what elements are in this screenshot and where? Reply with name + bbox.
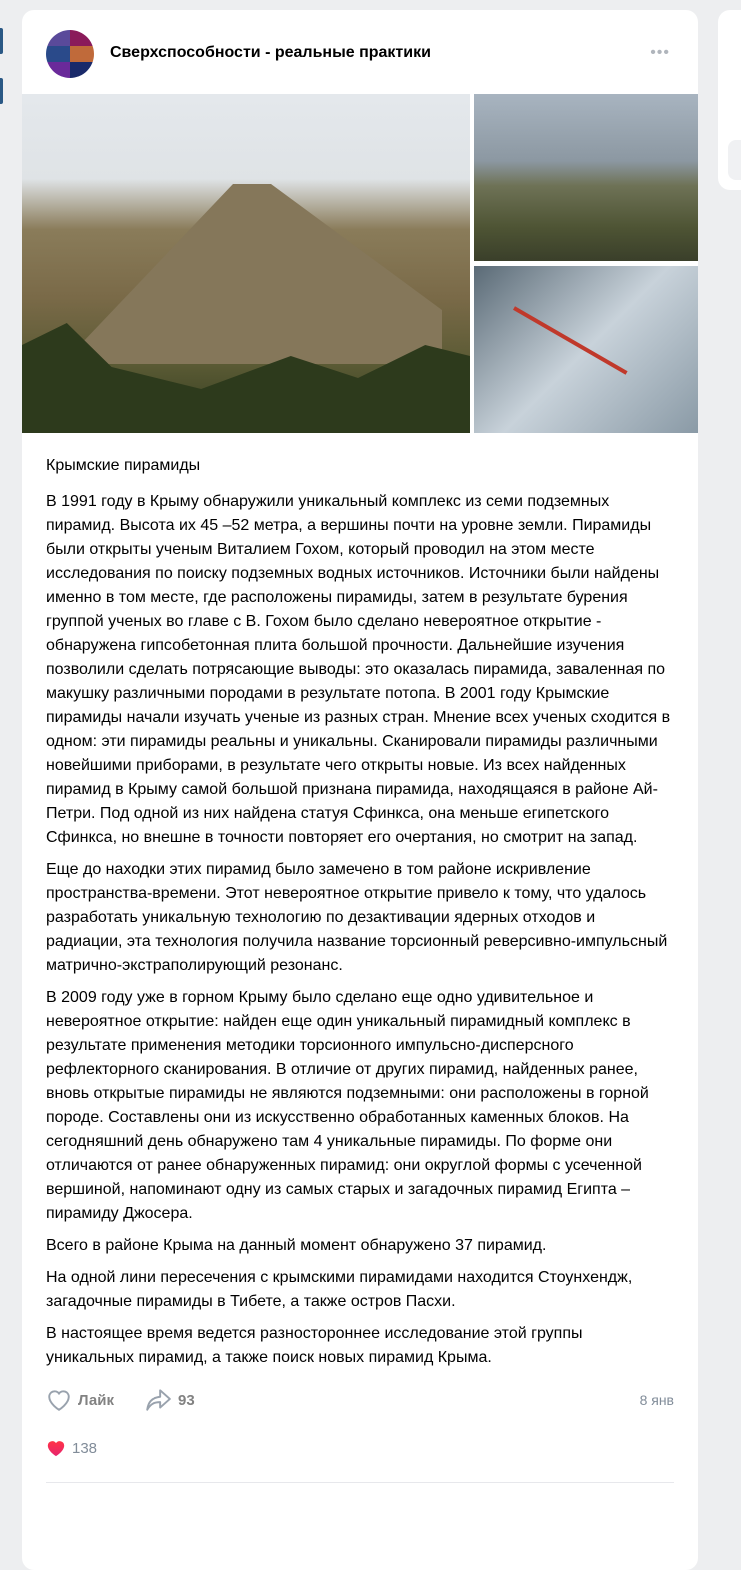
post-header — [22, 10, 698, 94]
paragraph: Всего в районе Крыма на данный момент обнаружено 37 пирамид. — [46, 1237, 547, 1254]
photo-mountain[interactable] — [22, 94, 470, 433]
post-title: Крымские пирамиды — [46, 457, 201, 474]
paragraph: В настоящее время ведется разностороннее исследование этой группы уникальных пирамид, а также поиск новых пирамид Крыма. — [46, 1325, 583, 1366]
post-actions — [22, 1378, 698, 1428]
post-date[interactable]: 8 янв — [639, 1392, 674, 1408]
post-card — [22, 10, 698, 1570]
reaction-count: 138 — [72, 1439, 98, 1457]
divider — [46, 1482, 674, 1483]
paragraph: На одной лини пересечения с крымскими пирамидами находится Стоунхендж, загадочные пирамиды в Тибете, а также остров Пасхи. — [46, 1269, 633, 1310]
like-label: Лайк — [78, 1391, 114, 1409]
share-icon — [144, 1388, 172, 1412]
share-count: 93 — [178, 1391, 195, 1409]
left-nav-edge — [0, 28, 4, 108]
photo-valley[interactable] — [474, 94, 698, 261]
post-text — [22, 434, 698, 1370]
group-avatar[interactable] — [46, 30, 94, 78]
right-sidebar-card — [718, 10, 741, 190]
photo-map[interactable] — [474, 266, 698, 433]
paragraph: Еще до находки этих пирамид было замечено в том районе искривление пространства-времени. Этот невероятное открытие привело к тому, что удалось разработать уникальную технологию по дезактивации ядерных отходов и радиации, эта технология получила название торсионный реверсивно-импульсный матрично-экстраполирующий резонанс. — [46, 861, 668, 974]
heart-reaction-icon — [46, 1439, 66, 1457]
paragraph: В 2009 году уже в горном Крыму было сделано еще одно удивительное и невероятное открытие: найден еще один уникальный пирамидный комплекс в результате применения методики торсионного импульсно-дисперсного рефлекторного сканирования. В отличие от других пирамид, найденных ранее, вновь открытые пирамиды не являются подземными: они расположены в горной породе. Составлены они из искусственно обработанных каменных блоков. На сегодняшний день обнаружено там 4 уникальные пирамиды. По форме они отличаются от ранее обнаруженных пирамид: они округлой формы с усеченной вершиной, напоминают одну из самых старых и загадочных пирамид Египта – пирамиду Джосера. — [46, 989, 649, 1222]
heart-outline-icon — [46, 1388, 72, 1412]
share-button[interactable] — [144, 1388, 195, 1412]
reactions-summary[interactable] — [22, 1428, 698, 1468]
paragraph: В 1991 году в Крыму обнаружили уникальный комплекс из семи подземных пирамид. Высота их 45 –52 метра, а вершины почти на уровне земли. Пирамиды были открыты ученым Виталием Гохом, который проводил на этом месте исследования по поиску подземных водных источников. Источники были найдены именно в том месте, где расположены пирамиды, затем в результате бурения группой ученых во главе с В. Гохом было сделано невероятное открытие - обнаружена гипсобетонная плита большой прочности. Дальнейшие изучения позволили сделать потрясающие выводы: это оказалась пирамида, заваленная по макушку различными породами в результате потопа. В 2001 году Крымские пирамиды начали изучать ученые из разных стран. Мнение всех ученых сходится в одном: эти пирамиды реальны и уникальны. Сканировали пирамиды различными новейшими приборами, в результате чего открыты новые. Из всех найденных пирамид в Крыму самой большой признана пирамида, находящаяся в районе Ай-Петри. Под одной из них найдена статуя Сфинкса, она меньше египетского Сфинкса, но внешне в точности повторяет его очертания, но смотрит на запад. — [46, 493, 671, 846]
more-options-icon[interactable]: ••• — [650, 44, 670, 61]
photo-grid — [22, 94, 698, 434]
like-button[interactable] — [46, 1388, 114, 1412]
group-name[interactable]: Сверхспособности - реальные практики — [110, 44, 431, 61]
